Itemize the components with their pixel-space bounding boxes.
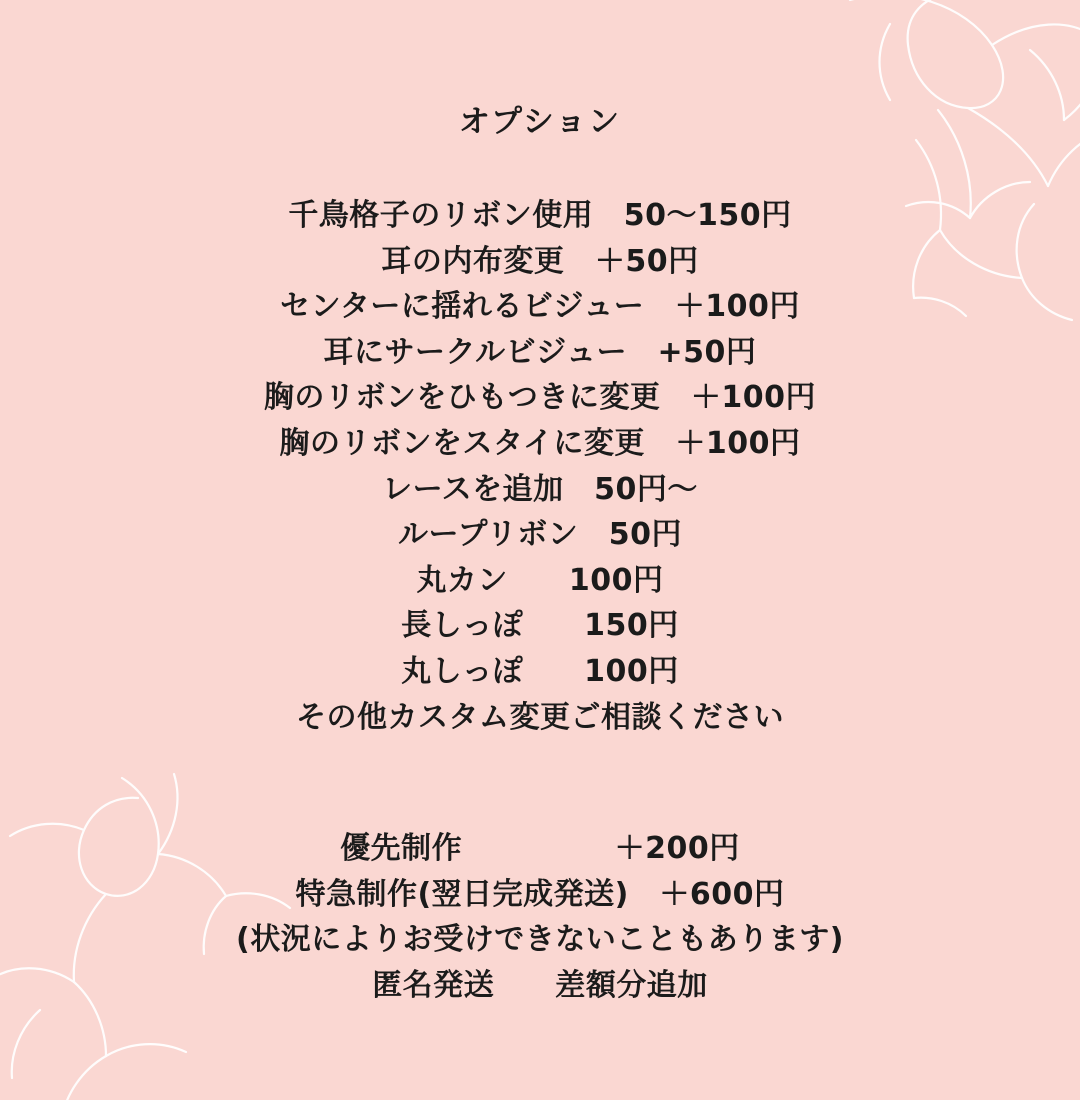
list-item: 特急制作(翌日完成発送) ＋600円 [295,876,785,912]
services-list [236,826,844,1008]
list-item: センターに揺れるビジュー ＋100円 [280,289,800,325]
list-item: 優先制作 ＋200円 [340,831,740,867]
list-item: ループリボン 50円 [397,517,683,553]
list-item: 丸カン 100円 [416,562,664,598]
list-item: 千鳥格子のリボン使用 50〜150円 [288,198,792,233]
list-item: (状況によりお受けできないこともあります) [236,922,844,958]
list-item: レースを追加 50円〜 [382,471,698,507]
list-item: その他カスタム変更ご相談ください [296,699,784,735]
list-item: 匿名発送 差額分追加 [372,967,708,1003]
list-item: 胸のリボンをスタイに変更 ＋100円 [279,425,801,461]
list-item: 耳にサークルビジュー +50円 [323,334,757,370]
options-list [264,193,816,740]
list-item: 丸しっぽ 100円 [401,653,679,689]
list-item: 胸のリボンをひもつきに変更 ＋100円 [263,380,817,416]
list-item: 長しっぽ 150円 [401,608,679,644]
page-title: オプション [458,104,622,140]
list-item: 耳の内布変更 ＋50円 [381,243,699,279]
